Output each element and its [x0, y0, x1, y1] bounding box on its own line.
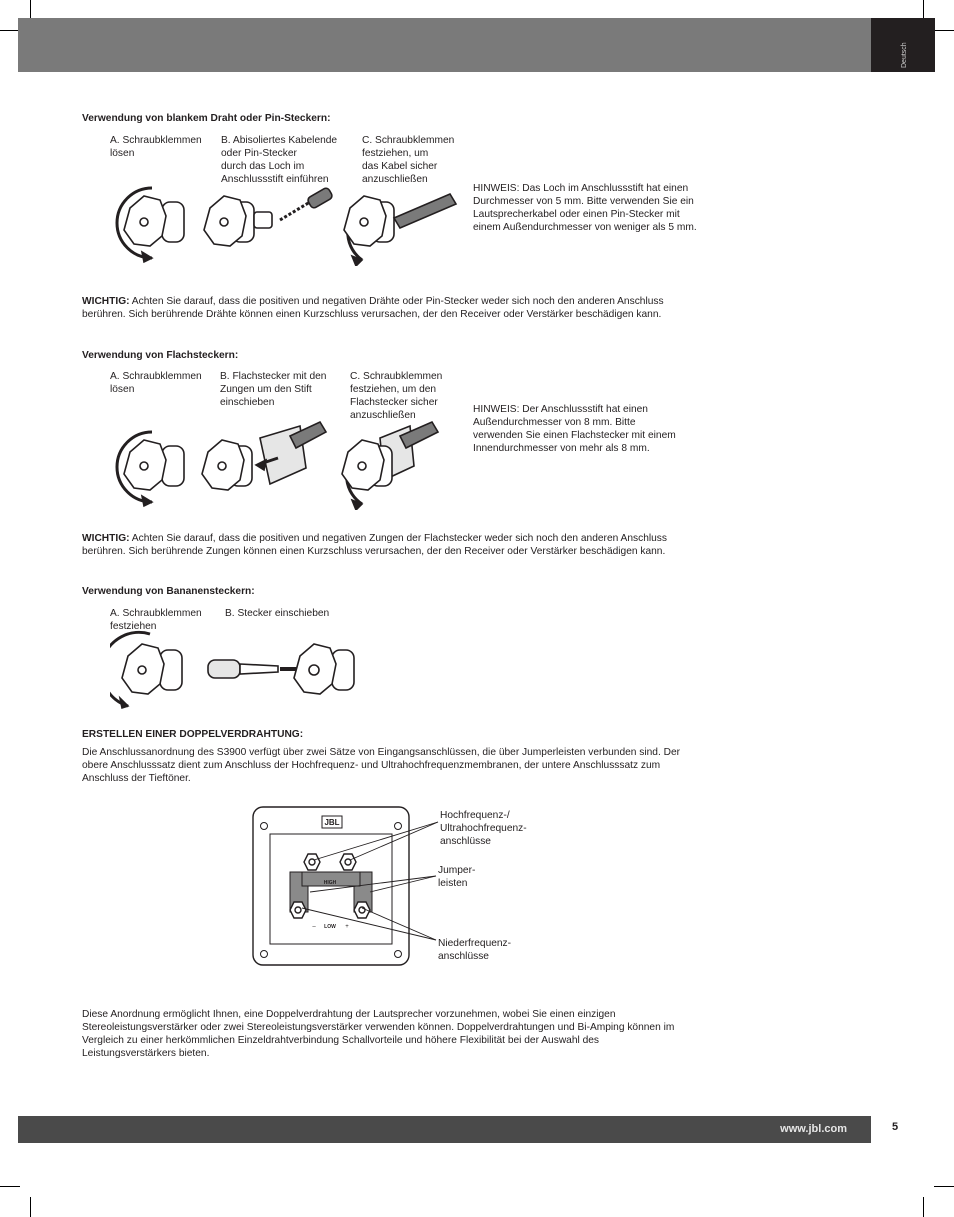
terminal-spade-tighten — [342, 422, 438, 510]
callout-lines — [300, 812, 450, 952]
crop-mark — [923, 0, 924, 20]
banana-illustration — [110, 630, 370, 710]
terminal-spade-insert — [202, 422, 326, 490]
crop-mark — [0, 30, 20, 31]
minus-sign: – — [312, 924, 316, 930]
note-outer-diameter: HINWEIS: Der Anschlussstift hat einen Außendurchmesser von 8 mm. Bitte verwenden Sie einen Flachstecker mit einem Innendurchmesser von mehr als 8 mm. — [473, 404, 676, 454]
crop-mark — [30, 0, 31, 20]
terminal-tighten — [344, 194, 456, 266]
high-label: HIGH — [323, 880, 337, 886]
terminal-loosen — [117, 188, 184, 262]
warning-text: Achten Sie darauf, dass die positiven und negativen Zungen der Flachstecker weder sich noch den anderen Anschluss berühren. Sich berührende Zungen können einen Kurzschluss verursachen, der den Receiver oder Verstärker beschädigen kann. — [82, 533, 667, 557]
terminal-loosen — [117, 432, 184, 506]
section-heading-biwire: ERSTELLEN EINER DOPPELVERDRAHTUNG: — [82, 729, 304, 740]
terminal-tighten — [110, 632, 182, 708]
callout-low-terminals: Niederfrequenz- anschlüsse — [438, 938, 512, 962]
terminal-target — [294, 644, 354, 694]
spade-illustration — [110, 418, 470, 510]
crop-mark — [30, 1197, 31, 1217]
bare-wire-illustration — [110, 180, 470, 266]
page-number: 5 — [892, 1121, 899, 1133]
warning-spade — [82, 532, 702, 558]
step-c: C. Schraubklemmen festziehen, um den Flachstecker sicher anzuschließen — [350, 371, 443, 421]
language-label: Deutsch — [901, 42, 908, 68]
step-a: A. Schraubklemmen lösen — [110, 135, 202, 159]
header-bar — [18, 18, 871, 72]
section-heading-spade: Verwendung von Flachsteckern: — [82, 350, 239, 361]
note-hole-diameter: HINWEIS: Das Loch im Anschlussstift hat einen Durchmesser von 5 mm. Bitte verwenden Sie ein Lautsprecherkabel oder einen Pin-Stecker mit einem Außendurchmesser von weniger als 5 mm. — [473, 183, 697, 233]
terminal-insert — [204, 187, 333, 246]
crop-mark — [934, 1186, 954, 1187]
step-b: B. Stecker einschieben — [225, 608, 330, 619]
footer-bar — [18, 1116, 871, 1143]
brand-logo: JBL — [324, 818, 340, 827]
crop-mark — [934, 30, 954, 31]
warning-label: WICHTIG: — [82, 296, 130, 307]
plus-sign: + — [345, 924, 349, 930]
biwire-intro: Die Anschlussanordnung des S3900 verfügt über zwei Sätze von Eingangsanschlüssen, die über Jumperleisten verbunden sind. Der obere Anschlusssatz dient zum Anschluss der Hochfrequenz- und Ultrahochfrequenzmembranen, der untere Anschlusssatz zum Anschluss der Tieftöner. — [82, 747, 681, 784]
step-a: A. Schraubklemmen lösen — [110, 371, 202, 395]
crop-mark — [0, 1186, 20, 1187]
callout-jumper-bars: Jumper- leisten — [438, 865, 476, 889]
step-b: B. Flachstecker mit den Zungen um den Stift einschieben — [220, 371, 327, 408]
step-c: C. Schraubklemmen festziehen, um das Kabel sicher anzuschließen — [362, 135, 455, 185]
section-heading-banana: Verwendung von Bananensteckern: — [82, 586, 255, 597]
warning-bare-wire — [82, 295, 702, 321]
step-b: B. Abisoliertes Kabelende oder Pin-Stecker durch das Loch im Anschlussstift einführen — [221, 135, 338, 185]
step-a: A. Schraubklemmen festziehen — [110, 608, 202, 632]
biwire-closing: Diese Anordnung ermöglicht Ihnen, eine Doppelverdrahtung der Lautsprecher vorzunehmen, wobei Sie einen einzigen Stereoleistungsverstärker oder zwei Stereoleistungsverstärker verwenden können. Doppelverdrahtungen und Bi-Amping können im Vergleich zu einer herkömmlichen Einzeldrahtverbindung Schallvorteile und höhere Flexibilität bei der Auswahl des Leistungsverstärkers bieten. — [82, 1009, 675, 1059]
warning-label: WICHTIG: — [82, 533, 130, 544]
crop-mark — [923, 1197, 924, 1217]
language-tab — [871, 18, 935, 72]
section-heading-bare-wire: Verwendung von blankem Draht oder Pin-Steckern: — [82, 113, 331, 124]
warning-text: Achten Sie darauf, dass die positiven und negativen Drähte oder Pin-Stecker weder sich noch den anderen Anschluss berühren. Sich berührende Drähte können einen Kurzschluss verursachen, der den Receiver oder Verstärker beschädigen kann. — [82, 296, 664, 320]
website-link[interactable]: www.jbl.com — [780, 1123, 847, 1135]
callout-high-terminals: Hochfrequenz-/ Ultrahochfrequenz- anschlüsse — [440, 810, 527, 847]
low-label: LOW — [324, 924, 336, 930]
